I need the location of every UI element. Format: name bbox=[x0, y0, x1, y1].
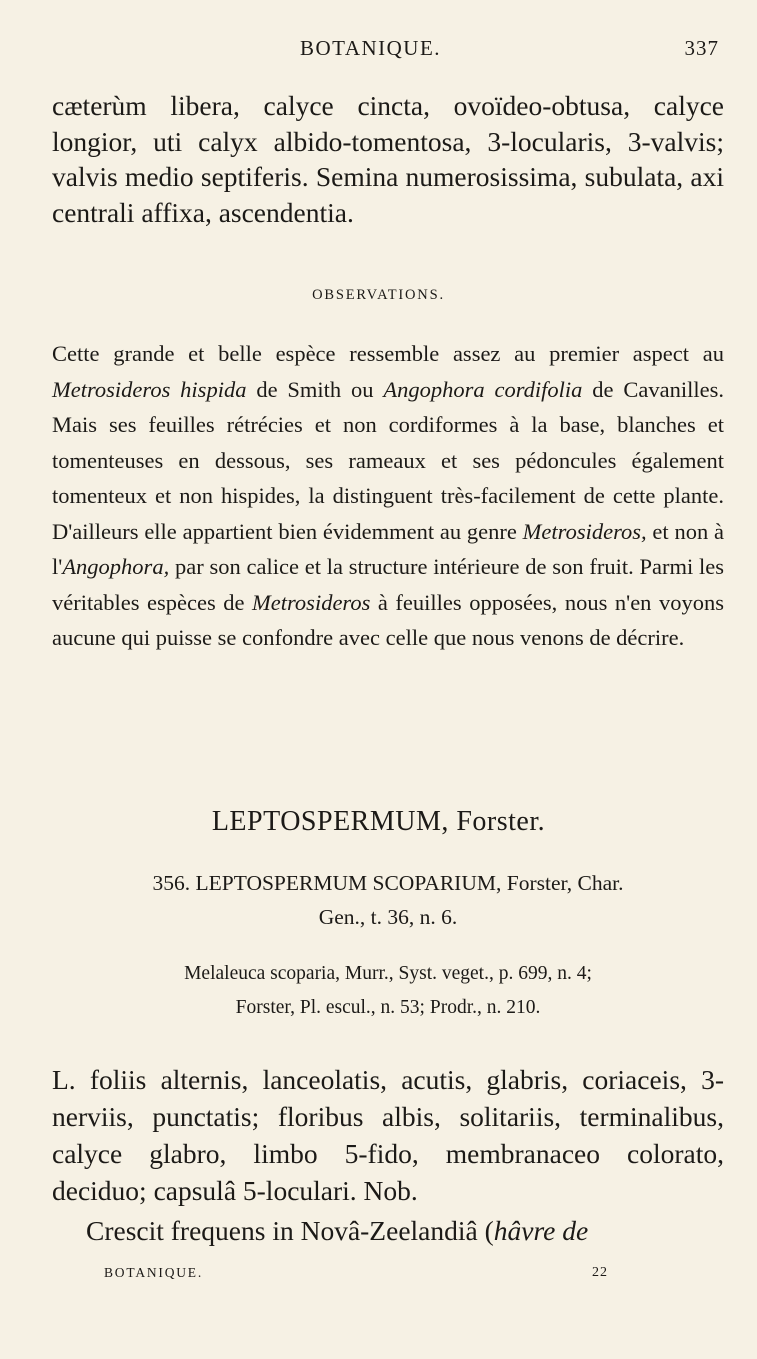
species-heading-line-1: 356. LEPTOSPERMUM SCOPARIUM, Forster, Char. bbox=[152, 871, 624, 895]
obs-taxon-3: Metrosideros, bbox=[522, 518, 647, 544]
species-heading bbox=[52, 866, 724, 934]
obs-taxon-1: Metrosideros hispida bbox=[52, 376, 247, 402]
footer-signature: BOTANIQUE. bbox=[104, 1265, 204, 1280]
diagnosis-paragraph: L. foliis alternis, lanceolatis, acutis, glabris, coriaceis, 3-nerviis, punctatis; floribus albis, solitariis, terminalibus, calyce glabro, limbo 5-fido, membranaceo colorato, deciduo; capsulâ 5-loculari. Nob. bbox=[52, 1064, 724, 1206]
obs-taxon-5: Metrosideros bbox=[252, 589, 371, 615]
signature-number: 22 bbox=[592, 1265, 608, 1280]
synonymy bbox=[52, 957, 724, 1025]
obs-text-2: de Smith ou bbox=[246, 376, 384, 402]
obs-text-1: Cette grande et belle espèce ressemble assez au premier aspect au bbox=[52, 341, 724, 366]
observations-heading: OBSERVATIONS. bbox=[312, 287, 445, 303]
obs-taxon-4: Angophora, bbox=[62, 554, 170, 579]
obs-text-6: à feuilles opposées, nous n'en voyons aucune qui puisse se confondre avec celle que nous venons de décrire. bbox=[52, 589, 724, 650]
running-head-title: BOTANIQUE. bbox=[300, 36, 442, 60]
habitat-paragraph bbox=[52, 1212, 724, 1249]
page-number: 337 bbox=[684, 36, 719, 60]
synonymy-line-1: Melaleuca scoparia, Murr., Syst. veget., p. 699, n. 4; bbox=[184, 963, 592, 984]
description-paragraph: cæterùm libera, calyce cincta, ovoïdeo-obtusa, calyce longior, uti calyx albido-tomentosa, 3-locularis, 3-valvis; valvis medio septiferis. Semina numerosissima, subulata, axi centrali affixa, ascendentia. bbox=[52, 90, 724, 228]
species-heading-line-2: Gen., t. 36, n. 6. bbox=[318, 905, 458, 929]
obs-text-3: de Cavanilles. Mais ses feuilles rétrécies et non cordiformes à la base, blanches et tomenteuses en dessous, ses rameaux et ses pédoncules également tomenteux et non hispides, la distinguent très-facilement de cette plante. D'ailleurs elle appartient bien évidemment au genre bbox=[52, 376, 724, 544]
genus-heading: LEPTOSPERMUM, Forster. bbox=[211, 806, 546, 837]
page-footer bbox=[0, 1265, 757, 1289]
habitat-locality: hâvre de bbox=[493, 1215, 589, 1246]
obs-taxon-2: Angophora cordifolia bbox=[383, 376, 583, 402]
obs-text-5: par son calice et la structure intérieure de son fruit. Parmi les véritables espèces de bbox=[52, 554, 724, 615]
observations-paragraph bbox=[52, 336, 724, 656]
habitat-text: Crescit frequens in Novâ-Zeelandiâ ( bbox=[86, 1215, 494, 1246]
running-head bbox=[0, 36, 757, 66]
obs-text-4: et non à l' bbox=[52, 518, 724, 579]
synonymy-line-2: Forster, Pl. escul., n. 53; Prodr., n. 210. bbox=[235, 997, 541, 1018]
